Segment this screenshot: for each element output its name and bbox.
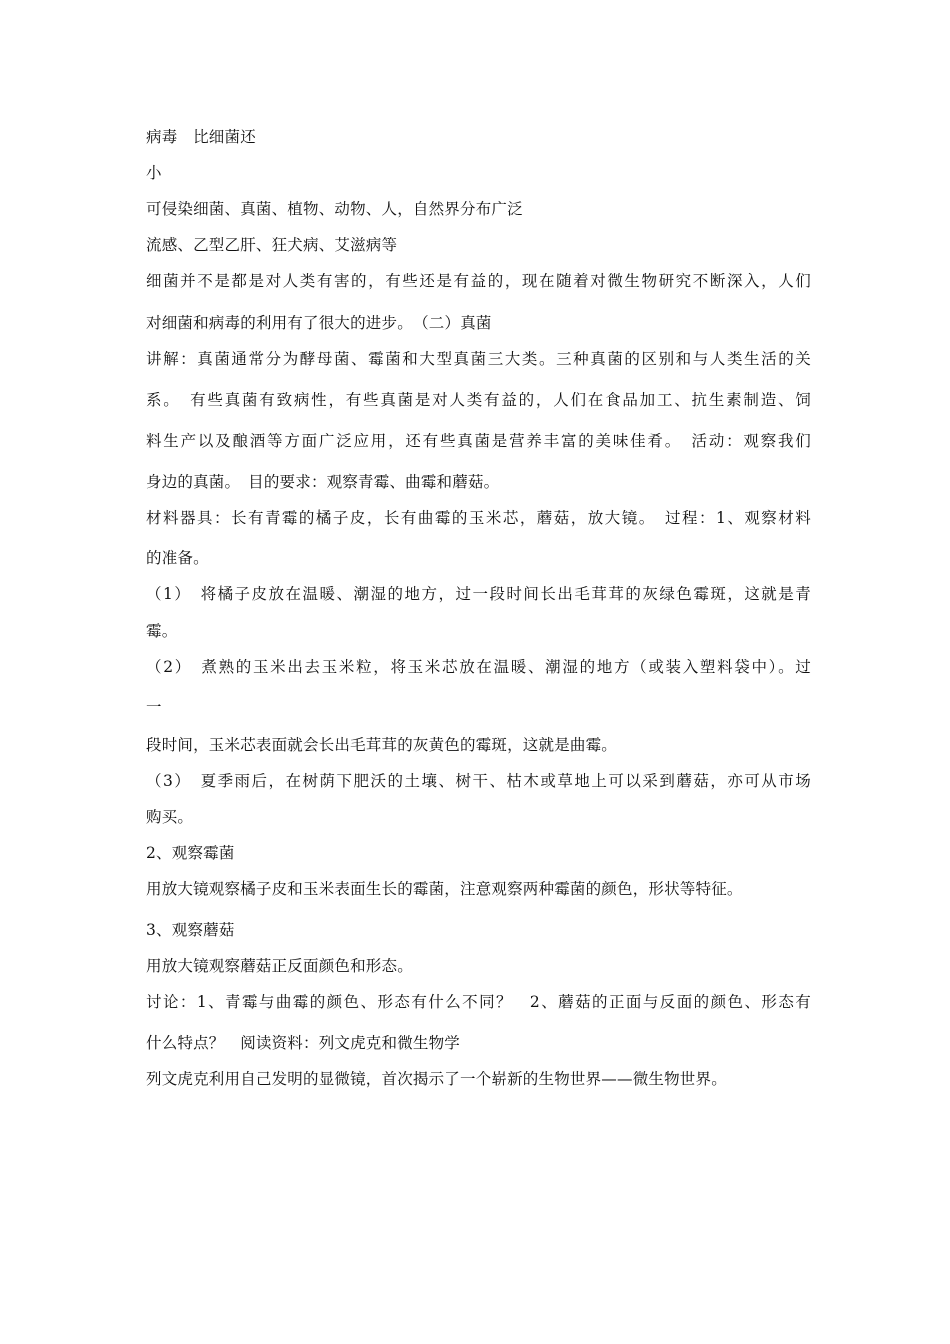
text-line: 讨论：1、青霉与曲霉的颜色、形态有什么不同？ 2、蘑菇的正面与反面的颜色、形态有 (146, 993, 811, 1011)
text-line: 列文虎克利用自己发明的显微镜，首次揭示了一个崭新的生物世界——微生物世界。 (146, 1070, 727, 1088)
text-line: 用放大镜观察橘子皮和玉米表面生长的霉菌，注意观察两种霉菌的颜色，形状等特征。 (146, 880, 743, 898)
text-line: 讲解：真菌通常分为酵母菌、霉菌和大型真菌三大类。三种真菌的区别和与人类生活的关 (146, 350, 811, 368)
text-line: 对细菌和病毒的利用有了很大的进步。 （二）真菌 (146, 314, 492, 332)
text-line: 材料器具：长有青霉的橘子皮，长有曲霉的玉米芯，蘑菇，放大镜。 过程：1、观察材料 (146, 509, 811, 527)
text-line: 3、观察蘑菇 (146, 921, 235, 939)
text-line: 购买。 (146, 808, 194, 826)
text-line: 流感、乙型乙肝、狂犬病、艾滋病等 (146, 236, 398, 254)
text-line: 2、观察霉菌 (146, 844, 235, 862)
text-line: （2） 煮熟的玉米出去玉米粒，将玉米芯放在温暖、潮湿的地方（或装入塑料袋中）。过 (146, 658, 811, 676)
text-line: 用放大镜观察蘑菇正反面颜色和形态。 (146, 957, 413, 975)
text-line: 霉。 (146, 622, 178, 640)
text-line: 细菌并不是都是对人类有害的，有些还是有益的，现在随着对微生物研究不断深入，人们 (146, 272, 811, 290)
text-line: 的准备。 (146, 549, 209, 567)
text-line: （1） 将橘子皮放在温暖、潮湿的地方，过一段时间长出毛茸茸的灰绿色霉斑，这就是青 (146, 585, 811, 603)
text-line: 一 (146, 698, 162, 716)
text-line: 小 (146, 164, 162, 182)
text-line: 什么特点？ 阅读资料：列文虎克和微生物学 (146, 1034, 461, 1052)
text-line: 可侵染细菌、真菌、植物、动物、人，自然界分布广泛 (146, 200, 523, 218)
text-line: 身边的真菌。 目的要求：观察青霉、曲霉和蘑菇。 (146, 473, 500, 491)
text-line: （3） 夏季雨后，在树荫下肥沃的土壤、树干、枯木或草地上可以采到蘑菇，亦可从市场 (146, 772, 811, 790)
text-line: 系。 有些真菌有致病性，有些真菌是对人类有益的，人们在食品加工、抗生素制造、饲 (146, 391, 811, 409)
text-line: 病毒 比细菌还 (146, 128, 256, 146)
text-line: 段时间，玉米芯表面就会长出毛茸茸的灰黄色的霉斑，这就是曲霉。 (146, 736, 618, 754)
text-line: 料生产以及酿酒等方面广泛应用，还有些真菌是营养丰富的美味佳肴。 活动：观察我们 (146, 432, 811, 450)
